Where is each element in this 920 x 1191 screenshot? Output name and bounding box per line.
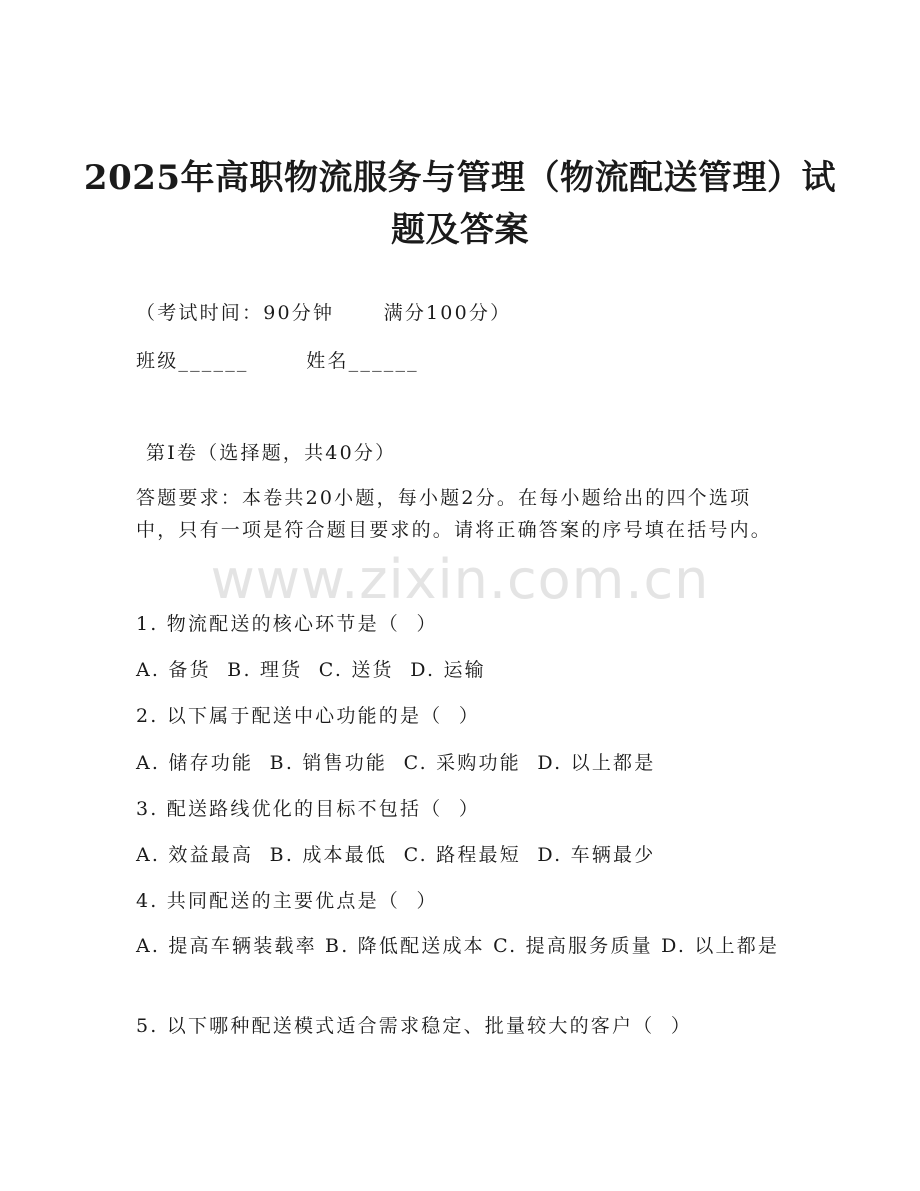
question-1: 1. 物流配送的核心环节是（ ） xyxy=(136,613,438,635)
question-1-options: A. 备货 B. 理货 C. 送货 D. 运输 xyxy=(136,659,486,681)
watermark: www.zixin.com.cn xyxy=(210,548,710,611)
question-5: 5. 以下哪种配送模式适合需求稳定、批量较大的客户（ ） xyxy=(136,1015,693,1037)
section-title: 第Ⅰ卷（选择题，共40分） xyxy=(146,442,397,464)
question-4-options: A. 提高车辆装载率 B. 降低配送成本 C. 提高服务质量 D. 以上都是 xyxy=(136,935,780,957)
question-4: 4. 共同配送的主要优点是（ ） xyxy=(136,890,438,912)
question-2: 2. 以下属于配送中心功能的是（ ） xyxy=(136,705,481,727)
question-3: 3. 配送路线优化的目标不包括（ ） xyxy=(136,798,481,820)
class-name-line: 班级______ 姓名______ xyxy=(136,350,419,372)
question-2-options: A. 储存功能 B. 销售功能 C. 采购功能 D. 以上都是 xyxy=(136,752,656,774)
exam-info: （考试时间：90分钟 满分100分） xyxy=(136,302,512,324)
document-title: 2025年高职物流服务与管理（物流配送管理）试题及答案 xyxy=(83,158,837,250)
instructions: 答题要求：本卷共20小题，每小题2分。在每小题给出的四个选项中，只有一项是符合题目要求的。请将正确答案的序号填在括号内。 xyxy=(136,487,773,541)
question-3-options: A. 效益最高 B. 成本最低 C. 路程最短 D. 车辆最少 xyxy=(136,844,656,866)
